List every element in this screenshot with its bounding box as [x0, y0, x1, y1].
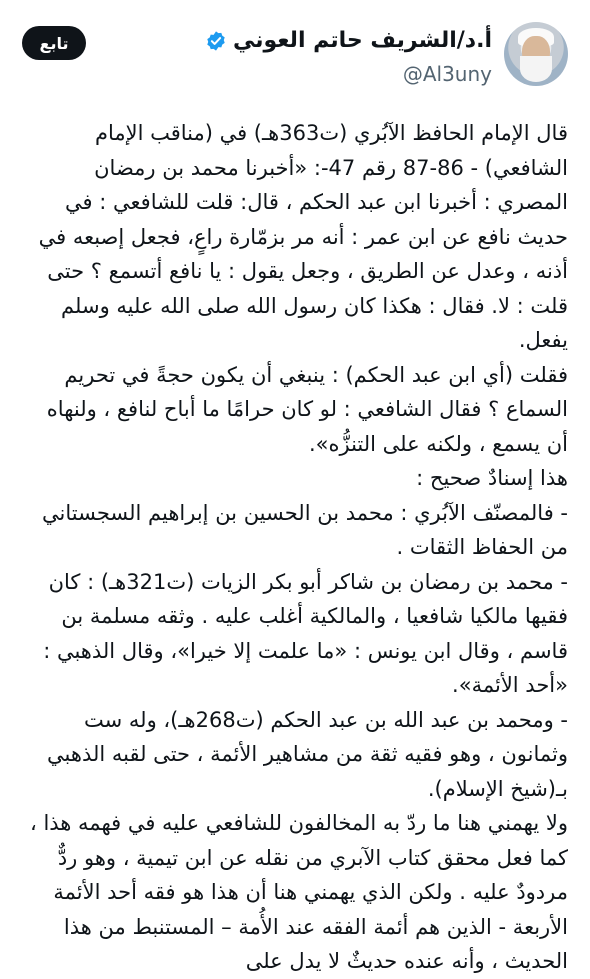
follow-button[interactable]: تابع	[22, 26, 86, 60]
tweet-paragraph: هذا إسنادٌ صحيح :	[416, 466, 568, 490]
author-display-name[interactable]: أ.د/الشريف حاتم العوني	[232, 28, 492, 53]
tweet-paragraph: قال الإمام الحافظ الآبُري (ت363هـ) في (مناقب الإمام الشافعي) - 86-87 رقم 47-: «أخبرنا محمد بن رمضان المصري : أخبرنا ابن عبد الحكم ، قال: قلت للشافعي : في حديث نافع عن ابن عمر : أنه مر بزمّارة راعٍ، فجعل إصبعه في أذنه ، وعدل عن الطريق ، وجعل يقول : يا نافع أتسمع ؟ حتى قلت : لا. فقال : هكذا كان رسول الله صلى الله عليه وسلم يفعل.	[38, 121, 568, 352]
author-handle[interactable]: @Al3uny	[402, 62, 492, 86]
tweet-paragraph: - فالمصنّف الآبُري : محمد بن الحسين بن إبراهيم السجستاني من الحفاظ الثقات .	[42, 500, 568, 559]
tweet-paragraph: - ومحمد بن عبد الله بن عبد الحكم (ت268هـ)، وله ست وثمانون ، وهو فقيه ثقة من مشاهير الأئمة ، حتى لقبه الذهبي بـ(شيخ الإسلام).	[47, 707, 568, 801]
tweet-text	[30, 116, 568, 979]
avatar[interactable]	[504, 22, 568, 86]
author-name-row[interactable]	[205, 28, 492, 53]
tweet-paragraph: فقلت (أي ابن عبد الحكم) : ينبغي أن يكون حجةً في تحريم السماع ؟ فقال الشافعي : لو كان حرامًا ما أباح لنافع ، ولنهاه أن يسمع ، ولكنه على التنزُّه».	[46, 362, 568, 456]
avatar-beard	[520, 56, 552, 82]
verified-badge-icon	[205, 30, 227, 52]
tweet-header	[0, 0, 590, 110]
tweet-paragraph: - محمد بن رمضان بن شاكر أبو بكر الزيات (ت321هـ) : كان فقيها مالكيا شافعيا ، والمالكية أغلب عليه . وثقه مسلمة بن قاسم ، وقال ابن يونس : «ما علمت إلا خيرا»، وقال الذهبي : «أحد الأئمة».	[43, 569, 568, 697]
tweet-paragraph: ولا يهمني هنا ما ردّ به المخالفون للشافعي عليه في فهمه هذا ، كما فعل محقق كتاب الآبري من نقله عن ابن تيمية ، وهو ردٌّ مردودٌ عليه . ولكن الذي يهمني هنا أن هذا هو فقه أحد الأئمة الأربعة - الذين هم أئمة الفقه عند الأُمة – المستنبط من هذا الحديث ، وأنه عنده حديثٌ لا يدل على	[29, 811, 568, 973]
